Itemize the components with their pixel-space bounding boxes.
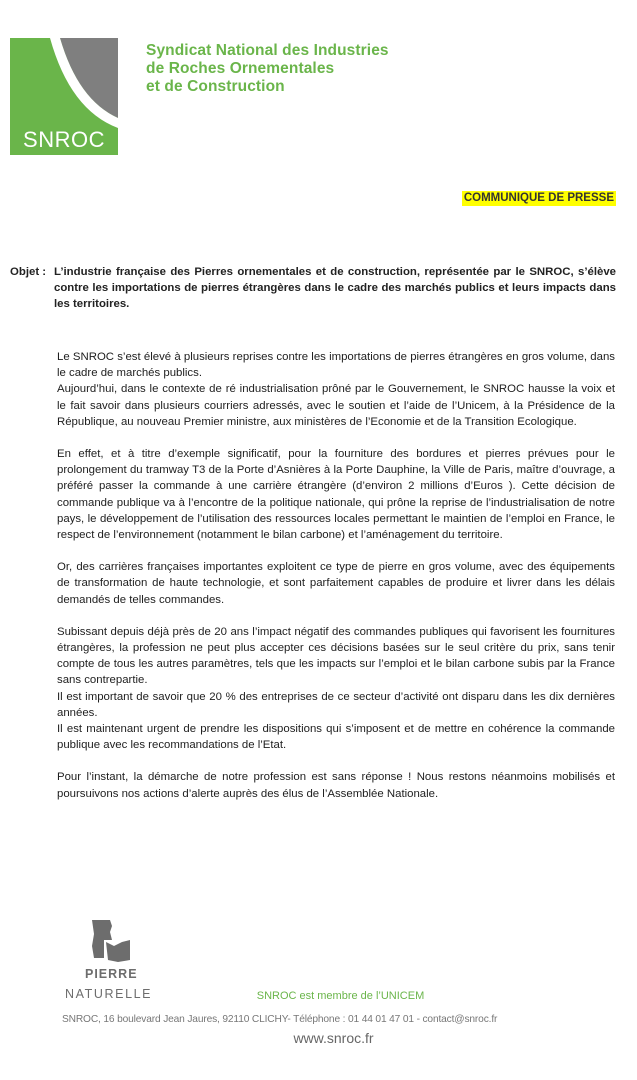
snroc-logo	[10, 38, 118, 155]
snroc-logo-graphic	[10, 38, 118, 155]
body-paragraph: Aujourd’hui, dans le contexte de ré industrialisation prôné par le Gouvernement, le SNROC hausse la voix et le fait savoir dans plusieurs courriers adressés, avec le soutien et l’aide de l’Unicem, à la Présidence de la République, au nouveau Premier ministre, aux ministères de l’Economie et de la Transition Ecologique.	[57, 383, 615, 428]
paragraph-spacer	[57, 430, 615, 446]
body-paragraph: Subissant depuis déjà près de 20 ans l’impact négatif des commandes publiques qui favorisent les fournitures étrangères, la profession ne peut plus accepter ces décisions basées sur le seul critère du prix, sans tenir compte de tous les autres paramètres, tels que les impacts sur l’emploi et le bilan carbone subis par la France sans contrepartie.	[57, 625, 615, 687]
subject-block	[10, 264, 616, 312]
body-paragraph: Pour l’instant, la démarche de notre profession est sans réponse ! Nous restons néanmoins mobilisés et poursuivons nos actions d’alerte auprès des élus de l’Assemblée Nationale.	[57, 771, 615, 800]
body-paragraph: Le SNROC s’est élevé à plusieurs reprises contre les importations de pierres étrangères en gros volume, dans le cadre de marchés publics.	[57, 351, 615, 380]
contact-address: SNROC, 16 boulevard Jean Jaures, 92110 CLICHY- Téléphone : 01 44 01 47 01 - contact@snroc.fr	[62, 1014, 498, 1025]
stone-blocks-icon	[84, 918, 144, 966]
partner-logo-text: PIERRE	[85, 967, 138, 981]
press-release-body	[57, 349, 615, 802]
paragraph-spacer	[57, 543, 615, 559]
body-paragraph: En effet, et à titre d’exemple significatif, pour la fourniture des bordures et pierres prévues pour le prolongement du tramway T3 de la Porte d’Asnières à la Porte Dauphine, la Ville de Paris, maître d’ouvrage, a préféré passer la commande à une carrière étrangère (d’environ 2 millions d’Euros ). Cette décision de commande publique va à l’encontre de la politique nationale, qui prône la reprise de l’industrialisation de notre pays, le développement de l’utilisation des ressources locales permettant le maintien de l’emploi en France, le respect de l’environnement (notamment le bilan carbone) et l’aménagement du territoire.	[57, 448, 615, 542]
body-paragraph: Il est maintenant urgent de prendre les dispositions qui s’imposent et de mettre en cohérence la commande publique avec les recommandations de l’Etat.	[57, 723, 615, 752]
paragraph-spacer	[57, 608, 615, 624]
pierre-naturelle-logo-icon	[84, 918, 144, 966]
partner-logo-text: NATURELLE	[65, 987, 153, 1001]
subject-text: L’industrie française des Pierres ornementales et de construction, représentée par le SNROC, s’élève contre les importations de pierres étrangères dans le cadre des marchés publics et leurs impacts dans les territoires.	[54, 266, 616, 310]
paragraph-spacer	[57, 753, 615, 769]
org-name-line: de Roches Ornementales	[146, 60, 335, 77]
membership-note: SNROC est membre de l’UNICEM	[256, 990, 425, 1002]
logo-text: SNROC	[23, 127, 105, 152]
body-paragraph: Il est important de savoir que 20 % des entreprises de ce secteur d’activité ont disparu dans les dix dernières années.	[57, 690, 615, 719]
website-link[interactable]: www.snroc.fr	[293, 1030, 374, 1046]
subject-label: Objet :	[10, 266, 47, 278]
body-paragraph: Or, des carrières françaises importantes exploitent ce type de pierre en gros volume, avec des équipements de transformation de haute technologie, et sont parfaitement capables de produire et livrer dans les délais demandés de telles commandes.	[57, 561, 615, 606]
organization-name	[146, 42, 389, 96]
org-name-line: Syndicat National des Industries	[146, 42, 389, 59]
press-release-label: COMMUNIQUE DE PRESSE	[463, 192, 614, 204]
org-name-line: et de Construction	[146, 78, 285, 95]
